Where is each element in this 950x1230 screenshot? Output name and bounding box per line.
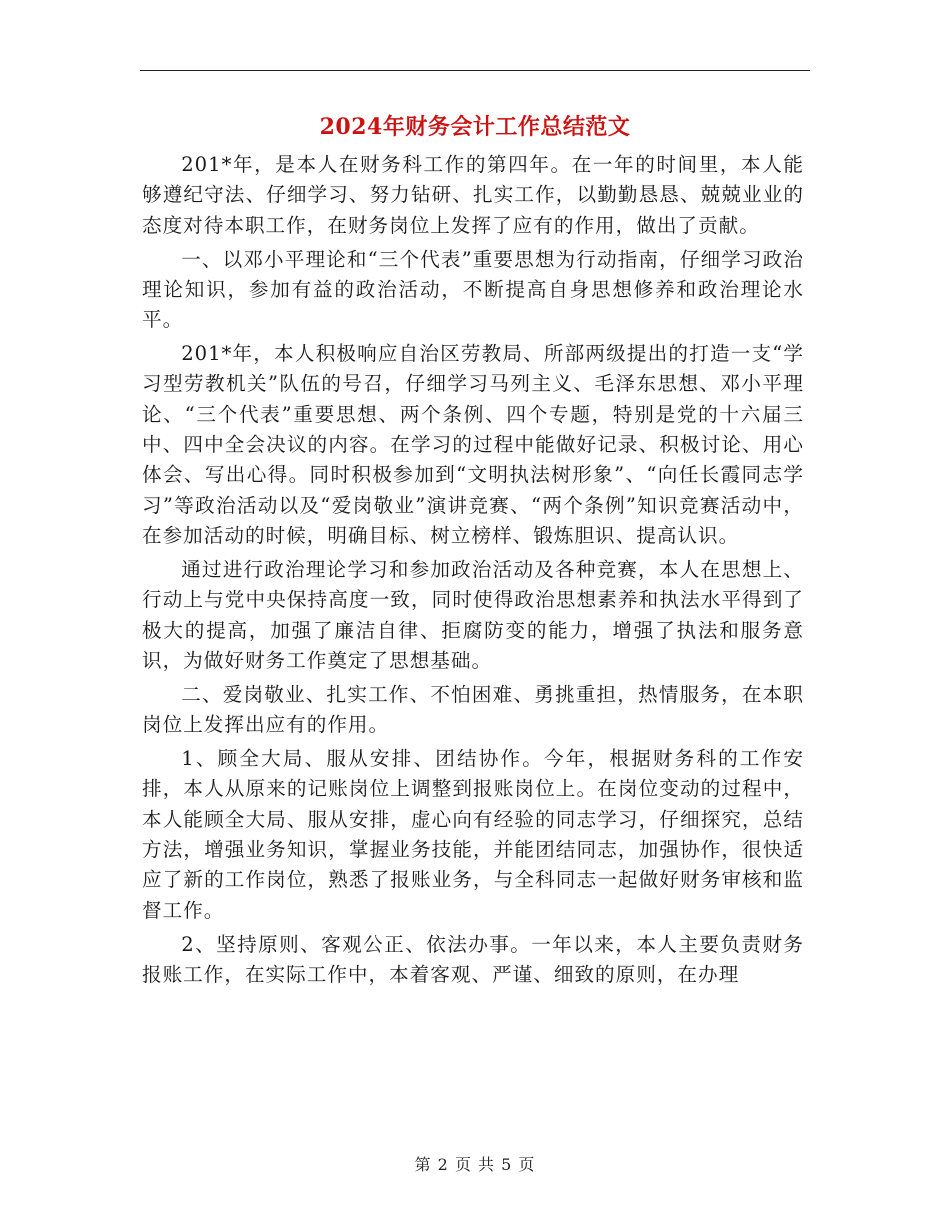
paragraph-study-activities: 201*年，本人积极响应自治区劳教局、所部两级提出的打造一支“学习型劳教机关”队伍的号召，仔细学习马列主义、毛泽东思想、邓小平理论、“三个代表”重要思想、两个条例、四个专题，特别是党的十六届三中、四中全会决议的内容。在学习的过程中能做好记录、积极讨论、用心体会、写出心得。同时积极参加到“文明执法树形象”、“向任长霞同志学习”等政治活动以及“爱岗敬业”演讲竞赛、“两个条例”知识竞赛活动中，在参加活动的时候，明确目标、树立榜样、锻炼胆识、提高认识。: [142, 342, 804, 547]
paragraph-intro: 201*年，是本人在财务科工作的第四年。在一年的时间里，本人能够遵纪守法、仔细学习、努力钻研、扎实工作，以勤勤恳恳、兢兢业业的态度对待本职工作，在财务岗位上发挥了应有的作用，做出了贡献。: [142, 153, 804, 237]
paragraph-study-results: 通过进行政治理论学习和参加政治活动及各种竞赛，本人在思想上、行动上与党中央保持高度一致，同时使得政治思想素养和执法水平得到了极大的提高，加强了廉洁自律、拒腐防变的能力，增强了执法和服务意识，为做好财务工作奠定了思想基础。: [142, 557, 804, 672]
document-body: [142, 150, 804, 994]
paragraph-section-two-heading: 二、爱岗敬业、扎实工作、不怕困难、勇挑重担，热情服务，在本职岗位上发挥出应有的作用。: [142, 682, 804, 737]
paragraph-item-two: 2、坚持原则、客观公正、依法办事。一年以来，本人主要负责财务报账工作，在实际工作中，本着客观、严谨、细致的原则，在办理: [142, 932, 804, 986]
paragraph-section-one-heading: 一、以邓小平理论和“三个代表”重要思想为行动指南，仔细学习政治理论知识，参加有益的政治活动，不断提高自身思想修养和政治理论水平。: [142, 247, 804, 332]
header-rule: [140, 70, 810, 71]
page-footer: 第 2 页 共 5 页: [414, 1155, 536, 1174]
paragraph-item-one: 1、顾全大局、服从安排、团结协作。今年，根据财务科的工作安排，本人从原来的记账岗位上调整到报账岗位上。在岗位变动的过程中，本人能顾全大局、服从安排，虚心向有经验的同志学习，仔细探究，总结方法，增强业务知识，掌握业务技能，并能团结同志，加强协作，很快适应了新的工作岗位，熟悉了报账业务，与全科同志一起做好财务审核和监督工作。: [142, 747, 804, 922]
document-title: 2024年财务会计工作总结范文: [319, 114, 631, 140]
